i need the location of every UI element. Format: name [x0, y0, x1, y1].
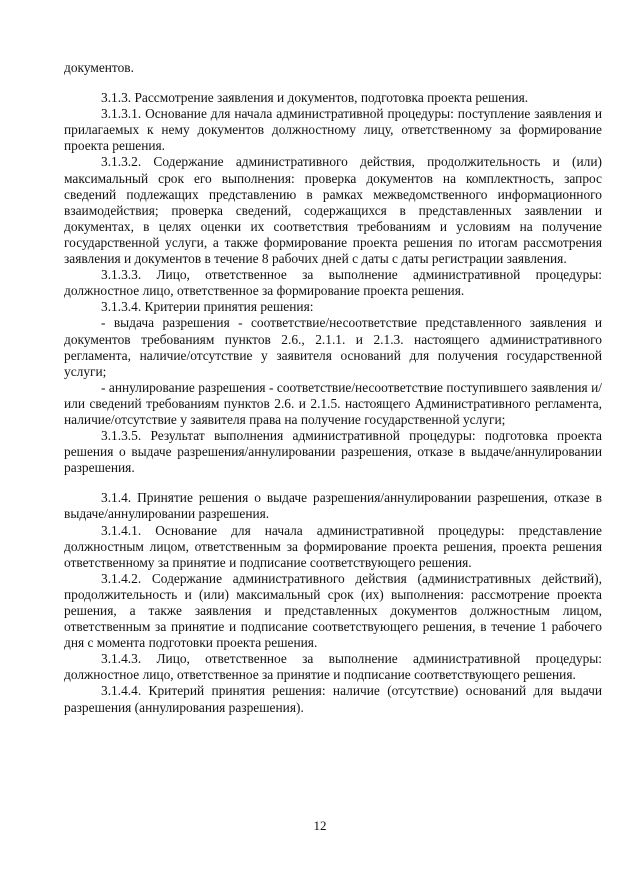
paragraph-3-1-4-2: 3.1.4.2. Содержание административного действия (административных действий), продолжительность и (или) максимальный срок (их) выполнения: рассмотрение проекта решения, а также заявления и представленных документов должностным лицом, ответственным за принятие и подписание соответствующего решения, в течение 1 рабочего дня с момента подготовки проекта решения. — [64, 570, 602, 651]
paragraph-3-1-3-1: 3.1.3.1. Основание для начала административной процедуры: поступление заявления и прилагаемых к нему документов должностному лицу, ответственному за формирование проекта решения. — [64, 106, 602, 154]
paragraph-gap — [64, 76, 602, 90]
paragraph-3-1-3-3: 3.1.3.3. Лицо, ответственное за выполнение административной процедуры: должностное лицо, ответственное за формирование проекта решения. — [64, 267, 602, 299]
paragraph-3-1-3-2: 3.1.3.2. Содержание административного действия, продолжительность и (или) максимальный срок его выполнения: проверка документов на комплектность, запрос сведений подлежащих представлению в рамках межведомственного информационного взаимодействия; проверка сведений, содержащихся в представленных заявлении и документах, в целях оценки их соответствия требованиям и условиям на получение государственной услуги, а также формирование проекта решения по итогам рассмотрения заявления и документов в течение 8 рабочих дней с даты с даты регистрации заявления. — [64, 154, 602, 267]
section-heading-3-1-4: 3.1.4. Принятие решения о выдаче разрешения/аннулировании разрешения, отказе в выдаче/аннулировании разрешения. — [64, 490, 602, 522]
paragraph-3-1-4-1: 3.1.4.1. Основание для начала административной процедуры: представление должностным лицом, ответственным за формирование проекта решения, проекта решения ответственному за принятие и подписание соответствующего решения. — [64, 522, 602, 570]
page-number: 12 — [313, 818, 327, 833]
paragraph-3-1-3-5: 3.1.3.5. Результат выполнения административной процедуры: подготовка проекта решения о выдаче разрешения/аннулировании разрешения, отказе в выдаче/аннулировании разрешения. — [64, 428, 602, 476]
paragraph-continuation: документов. — [64, 60, 134, 75]
document-page — [64, 60, 602, 716]
paragraph-3-1-4-4: 3.1.4.4. Критерий принятия решения: наличие (отсутствие) оснований для выдачи разрешения (аннулирования разрешения). — [64, 683, 602, 715]
paragraph-3-1-3-4: 3.1.3.4. Критерии принятия решения: — [101, 299, 314, 315]
section-heading-3-1-3: 3.1.3. Рассмотрение заявления и документов, подготовка проекта решения. — [101, 90, 529, 106]
criteria-item-issue: - выдача разрешения - соответствие/несоответствие представленного заявления и документов требованиям пунктов 2.6., 2.1.1. и 2.1.3. настоящего административного регламента, наличие/отсутствие у заявителя оснований для получения государственной услуги; — [64, 315, 602, 379]
criteria-item-annul: - аннулирование разрешения - соответствие/несоответствие поступившего заявления и/или сведений требованиям пунктов 2.6. и 2.1.5. настоящего Административного регламента, наличие/отсутствие у заявителя права на получение государственной услуги; — [64, 379, 602, 427]
paragraph-3-1-4-3: 3.1.4.3. Лицо, ответственное за выполнение административной процедуры: должностное лицо, ответственное за принятие и подписание соответствующего решения. — [64, 651, 602, 683]
paragraph-gap — [64, 476, 602, 490]
